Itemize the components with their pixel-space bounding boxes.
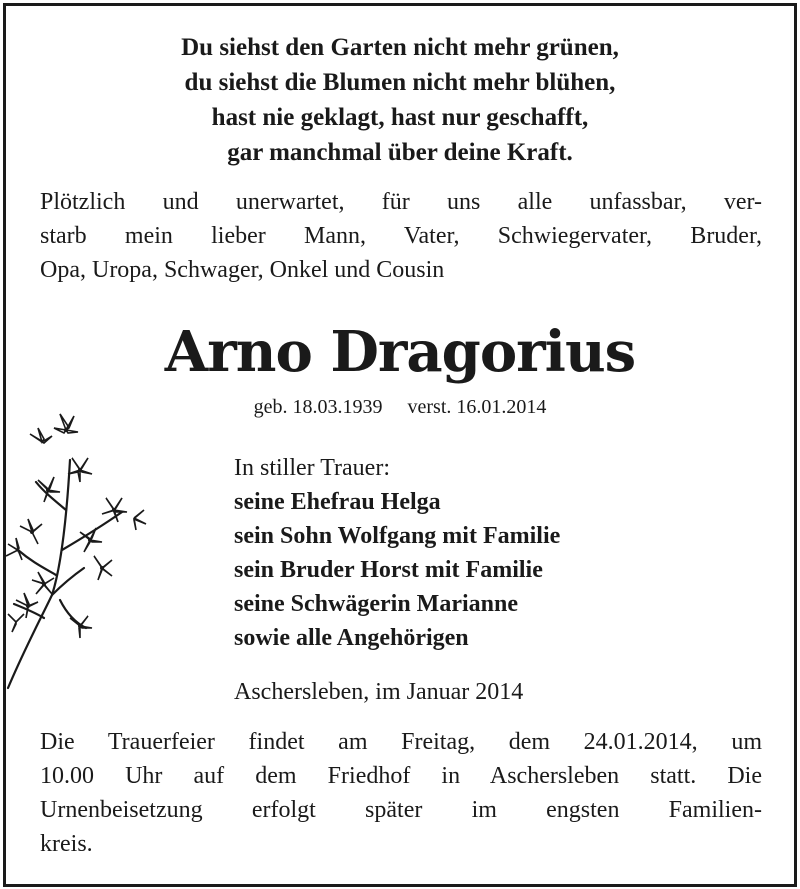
mourner-entry: sein Sohn Wolfgang mit Familie [234, 523, 561, 549]
death-date: verst. 16.01.2014 [407, 396, 547, 418]
mourner-entry: sowie alle Angehörigen [234, 625, 469, 651]
forsythia-branch-icon [4, 400, 164, 690]
notice-line: Urnenbeisetzung erfolgt später im engsten Familien- [40, 797, 762, 823]
death-announcement [40, 185, 762, 287]
mourner-entry: seine Schwägerin Marianne [234, 591, 518, 617]
announcement-line: starb mein lieber Mann, Vater, Schwiegervater, Bruder, [40, 223, 762, 249]
deceased-name: Arno Dragorius [164, 319, 636, 385]
mourner-entry: sein Bruder Horst mit Familie [234, 557, 543, 583]
announcement-line: Plötzlich und unerwartet, für uns alle unfassbar, ver- [40, 189, 762, 215]
notice-line: Die Trauerfeier findet am Freitag, dem 24.01.2014, um [40, 729, 762, 755]
notice-line: kreis. [40, 831, 93, 857]
poem-line: hast nie geklagt, hast nur geschafft, [211, 104, 589, 131]
poem-line: Du siehst den Garten nicht mehr grünen, [181, 34, 619, 61]
birth-date: geb. 18.03.1939 [253, 396, 383, 418]
mourner-entry: seine Ehefrau Helga [234, 489, 441, 515]
funeral-notice [40, 725, 762, 861]
memorial-poem [0, 30, 800, 170]
announcement-line: Opa, Uropa, Schwager, Onkel und Cousin [40, 257, 445, 283]
mourners-block [234, 451, 560, 655]
poem-line: gar manchmal über deine Kraft. [227, 139, 573, 166]
place-and-date: Aschersleben, im Januar 2014 [234, 679, 524, 705]
poem-line: du siehst die Blumen nicht mehr blühen, [184, 69, 616, 96]
mourners-heading: In stiller Trauer: [234, 455, 390, 481]
notice-line: 10.00 Uhr auf dem Friedhof in Aschersleben statt. Die [40, 763, 762, 789]
